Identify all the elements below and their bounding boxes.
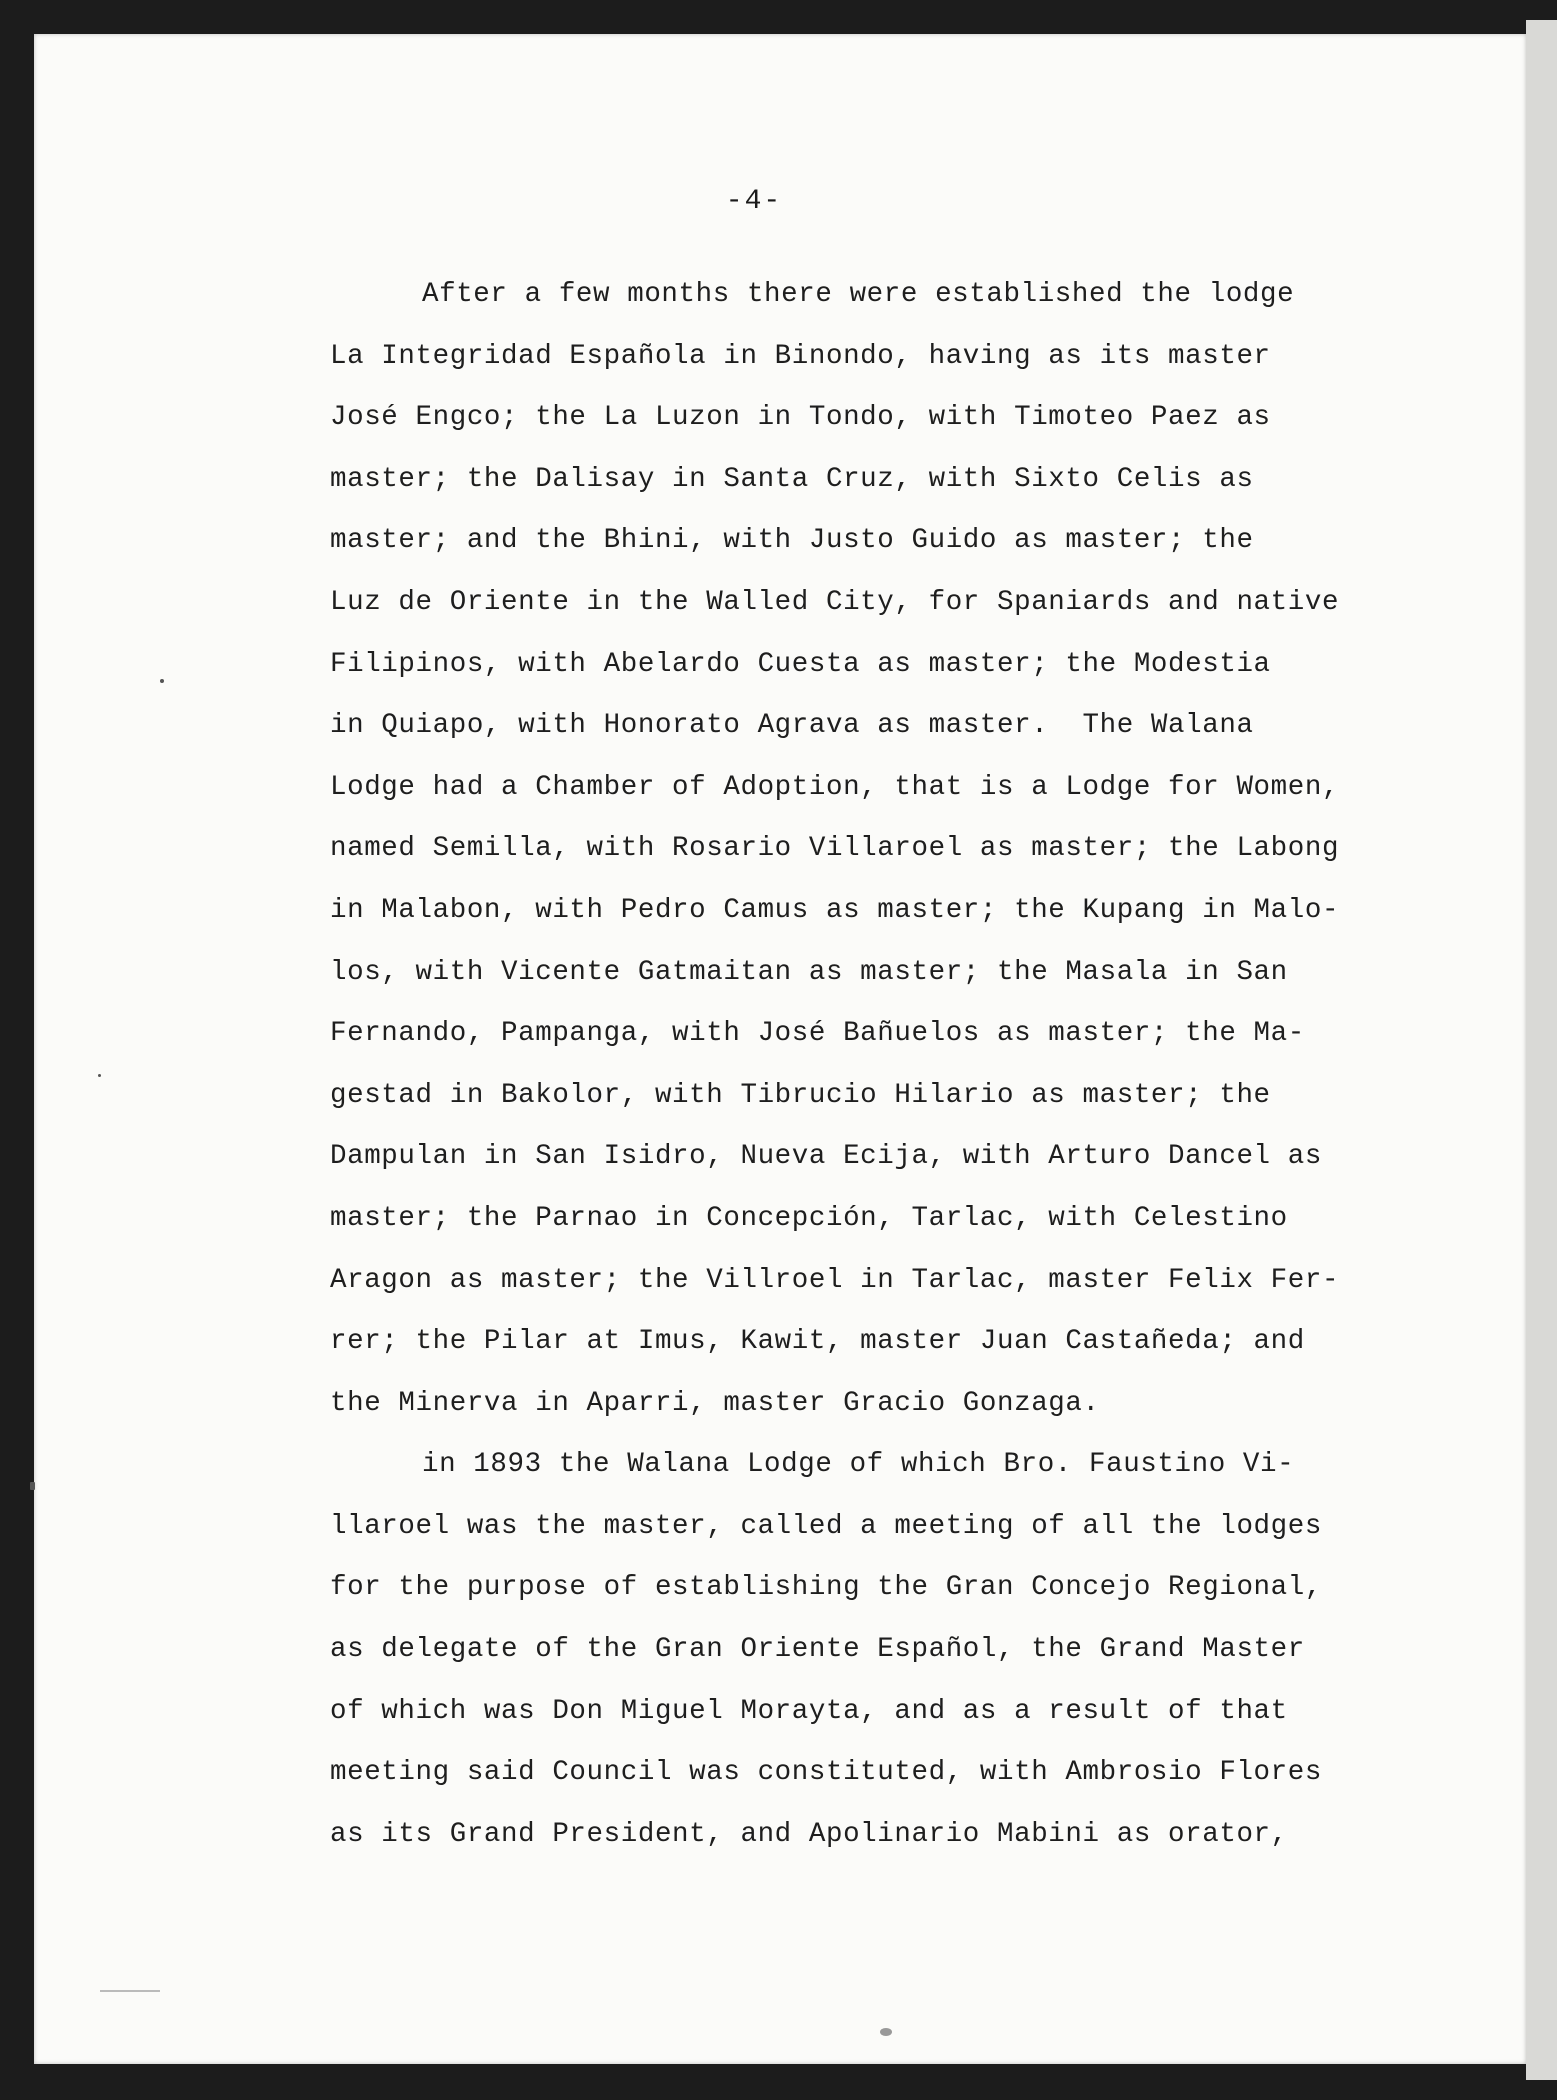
text-line: named Semilla, with Rosario Villaroel as master; the Labong bbox=[330, 833, 1340, 865]
page-number: -4- bbox=[725, 186, 783, 217]
text-line: as delegate of the Gran Oriente Español, the Grand Master bbox=[330, 1634, 1305, 1666]
paragraph-2 bbox=[330, 1434, 1440, 1865]
scan-speck bbox=[880, 2028, 892, 2036]
text-line: After a few months there were established the lodge bbox=[422, 279, 1295, 310]
scan-edge bbox=[1526, 20, 1557, 2080]
text-line: llaroel was the master, called a meeting of all the lodges bbox=[330, 1510, 1322, 1542]
text-line: in Quiapo, with Honorato Agrava as master. The Walana bbox=[330, 710, 1254, 742]
text-line: gestad in Bakolor, with Tibrucio Hilario as master; the bbox=[330, 1079, 1271, 1111]
text-line: los, with Vicente Gatmaitan as master; the Masala in San bbox=[330, 956, 1288, 988]
text-line: for the purpose of establishing the Gran Concejo Regional, bbox=[330, 1572, 1322, 1604]
text-line: master; and the Bhini, with Justo Guido as master; the bbox=[330, 525, 1254, 557]
text-line: Luz de Oriente in the Walled City, for Spaniards and native bbox=[330, 586, 1340, 618]
text-line: in Malabon, with Pedro Camus as master; the Kupang in Malo- bbox=[330, 894, 1340, 926]
document-page bbox=[34, 34, 1526, 2064]
text-line: as its Grand President, and Apolinario Mabini as orator, bbox=[330, 1818, 1288, 1850]
text-line: Filipinos, with Abelardo Cuesta as master; the Modestia bbox=[330, 648, 1271, 680]
text-line: meeting said Council was constituted, with Ambrosio Flores bbox=[330, 1757, 1322, 1789]
paragraph-1 bbox=[330, 264, 1440, 1434]
text-line: Aragon as master; the Villroel in Tarlac, master Felix Fer- bbox=[330, 1264, 1340, 1296]
scan-speck bbox=[30, 1482, 35, 1490]
text-line: Lodge had a Chamber of Adoption, that is a Lodge for Women, bbox=[330, 771, 1340, 803]
text-line: Fernando, Pampanga, with José Bañuelos as master; the Ma- bbox=[330, 1018, 1305, 1050]
text-line: of which was Don Miguel Morayta, and as a result of that bbox=[330, 1695, 1288, 1727]
text-line: La Integridad Española in Binondo, having as its master bbox=[330, 340, 1271, 372]
text-line: in 1893 the Walana Lodge of which Bro. Faustino Vi- bbox=[422, 1449, 1295, 1481]
scan-mark bbox=[100, 1990, 160, 1992]
text-line: master; the Dalisay in Santa Cruz, with Sixto Celis as bbox=[330, 463, 1254, 495]
text-line: rer; the Pilar at Imus, Kawit, master Juan Castañeda; and bbox=[330, 1326, 1305, 1358]
scan-speck bbox=[98, 1074, 101, 1077]
scan-speck bbox=[160, 679, 164, 683]
text-line: Dampulan in San Isidro, Nueva Ecija, with Arturo Dancel as bbox=[330, 1141, 1322, 1173]
text-line: José Engco; the La Luzon in Tondo, with Timoteo Paez as bbox=[330, 402, 1271, 434]
text-line: the Minerva in Aparri, master Gracio Gonzaga. bbox=[330, 1387, 1100, 1419]
body-text bbox=[330, 264, 1440, 1865]
text-line: master; the Parnao in Concepción, Tarlac, with Celestino bbox=[330, 1202, 1288, 1234]
